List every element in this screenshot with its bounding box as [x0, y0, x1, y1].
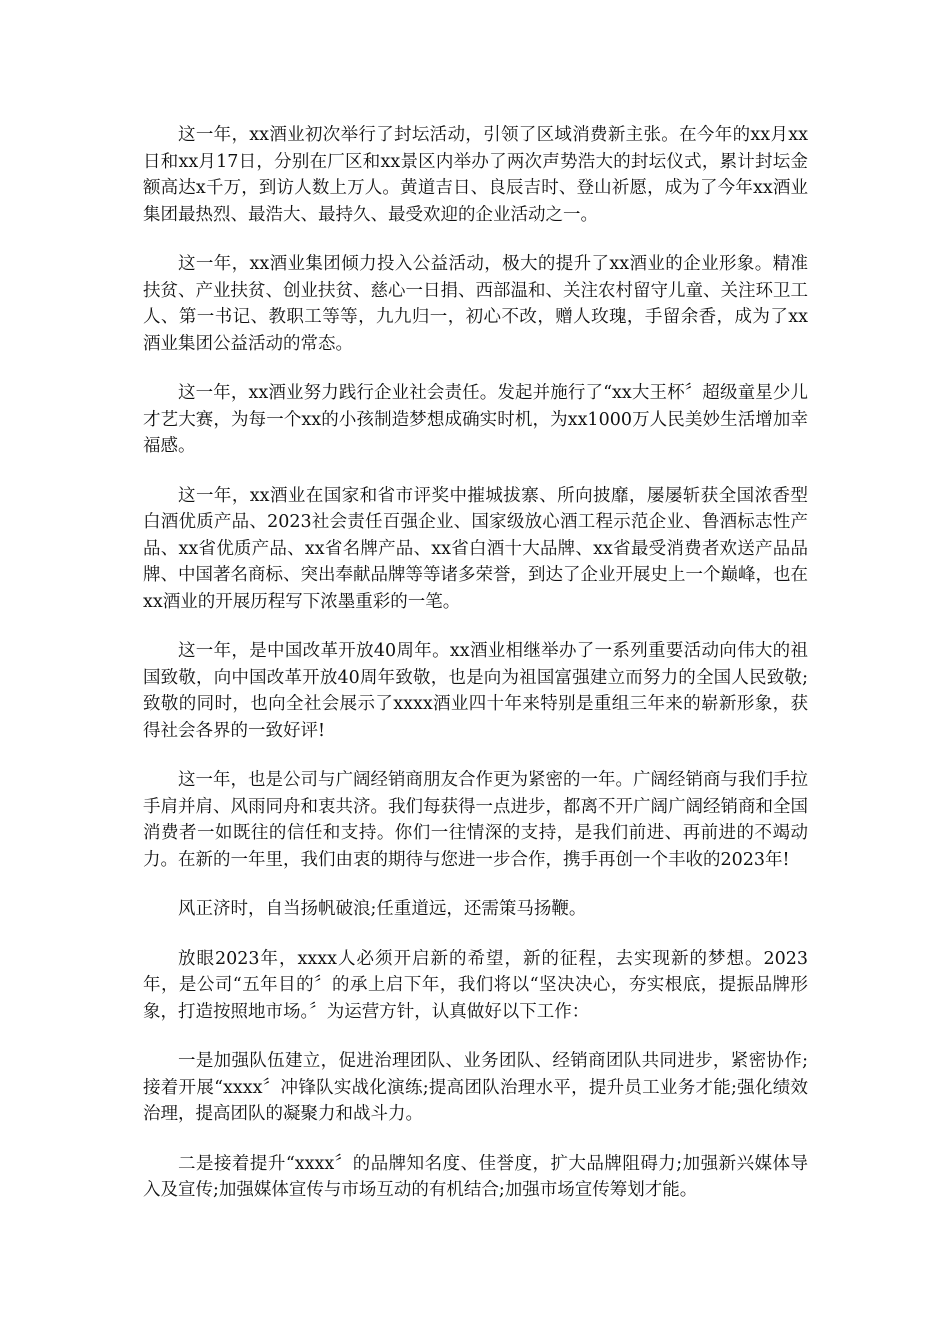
paragraph-1: 这一年，xx酒业初次举行了封坛活动，引领了区域消费新主张。在今年的xx月xx日和xx月17日，分别在厂区和xx景区内举办了两次声势浩大的封坛仪式，累计封坛金额高达x千万，到访人数上万人。黄道吉日、良辰吉时、登山祈愿，成为了今年xx酒业集团最热烈、最浩大、最持久、最受欢迎的企业活动之一。 [143, 125, 808, 225]
paragraph-10: 二是接着提升“xxxx〞的品牌知名度、佳誉度，扩大品牌阻碍力;加强新兴媒体导入及宣传;加强媒体宣传与市场互动的有机结合;加强市场宣传筹划才能。 [143, 1153, 808, 1200]
paragraph-8: 放眼2023年，xxxx人必须开启新的希望，新的征程，去实现新的梦想。2023年，是公司“五年目的〞的承上启下年，我们将以“坚决决心，夯实根底，提振品牌形象，打造按照地市场。〞为运营方针，认真做好以下工作： [143, 948, 808, 1022]
paragraph-5: 这一年，是中国改革开放40周年。xx酒业相继举办了一系列重要活动向伟大的祖国致敬，向中国改革开放40周年致敬，也是向为祖国富强建立而努力的全国人民致敬;致敬的同时，也向全社会展示了xxxx酒业四十年来特别是重组三年来的崭新形象，获得社会各界的一致好评! [143, 641, 808, 741]
paragraph-7: 风正济时，自当扬帆破浪;任重道远，还需策马扬鞭。 [178, 899, 587, 919]
paragraph-3: 这一年，xx酒业努力践行企业社会责任。发起并施行了“xx大王杯〞超级童星少儿才艺大赛，为每一个xx的小孩制造梦想成确实时机，为xx1000万人民美妙生活增加幸福感。 [143, 383, 808, 456]
document-body [143, 122, 808, 1227]
paragraph-4: 这一年，xx酒业在国家和省市评奖中摧城拔寨、所向披靡，屡屡斩获全国浓香型白酒优质产品、2023社会责任百强企业、国家级放心酒工程示范企业、鲁酒标志性产品、xx省优质产品、xx省名牌产品、xx省白酒十大品牌、xx省最受消费者欢送产品品牌、中国著名商标、突出奉献品牌等等诸多荣誉，到达了企业开展史上一个巅峰，也在xx酒业的开展历程写下浓墨重彩的一笔。 [143, 485, 808, 612]
paragraph-2: 这一年，xx酒业集团倾力投入公益活动，极大的提升了xx酒业的企业形象。精准扶贫、产业扶贫、创业扶贫、慈心一日捐、西部温和、关注农村留守儿童、关注环卫工人、第一书记、教职工等等，九九归一，初心不改，赠人玫瑰，手留余香，成为了xx酒业集团公益活动的常态。 [143, 254, 808, 354]
paragraph-9: 一是加强队伍建立，促进治理团队、业务团队、经销商团队共同进步，紧密协作;接着开展“xxxx〞冲锋队实战化演练;提高团队治理水平，提升员工业务才能;强化绩效治理，提高团队的凝聚力和战斗力。 [143, 1051, 808, 1124]
paragraph-6: 这一年，也是公司与广阔经销商朋友合作更为紧密的一年。广阔经销商与我们手拉手肩并肩、风雨同舟和衷共济。我们每获得一点进步，都离不开广阔广阔经销商和全国消费者一如既往的信任和支持。你们一往情深的支持，是我们前进、再前进的不竭动力。在新的一年里，我们由衷的期待与您进一步合作，携手再创一个丰收的2023年! [143, 770, 808, 870]
